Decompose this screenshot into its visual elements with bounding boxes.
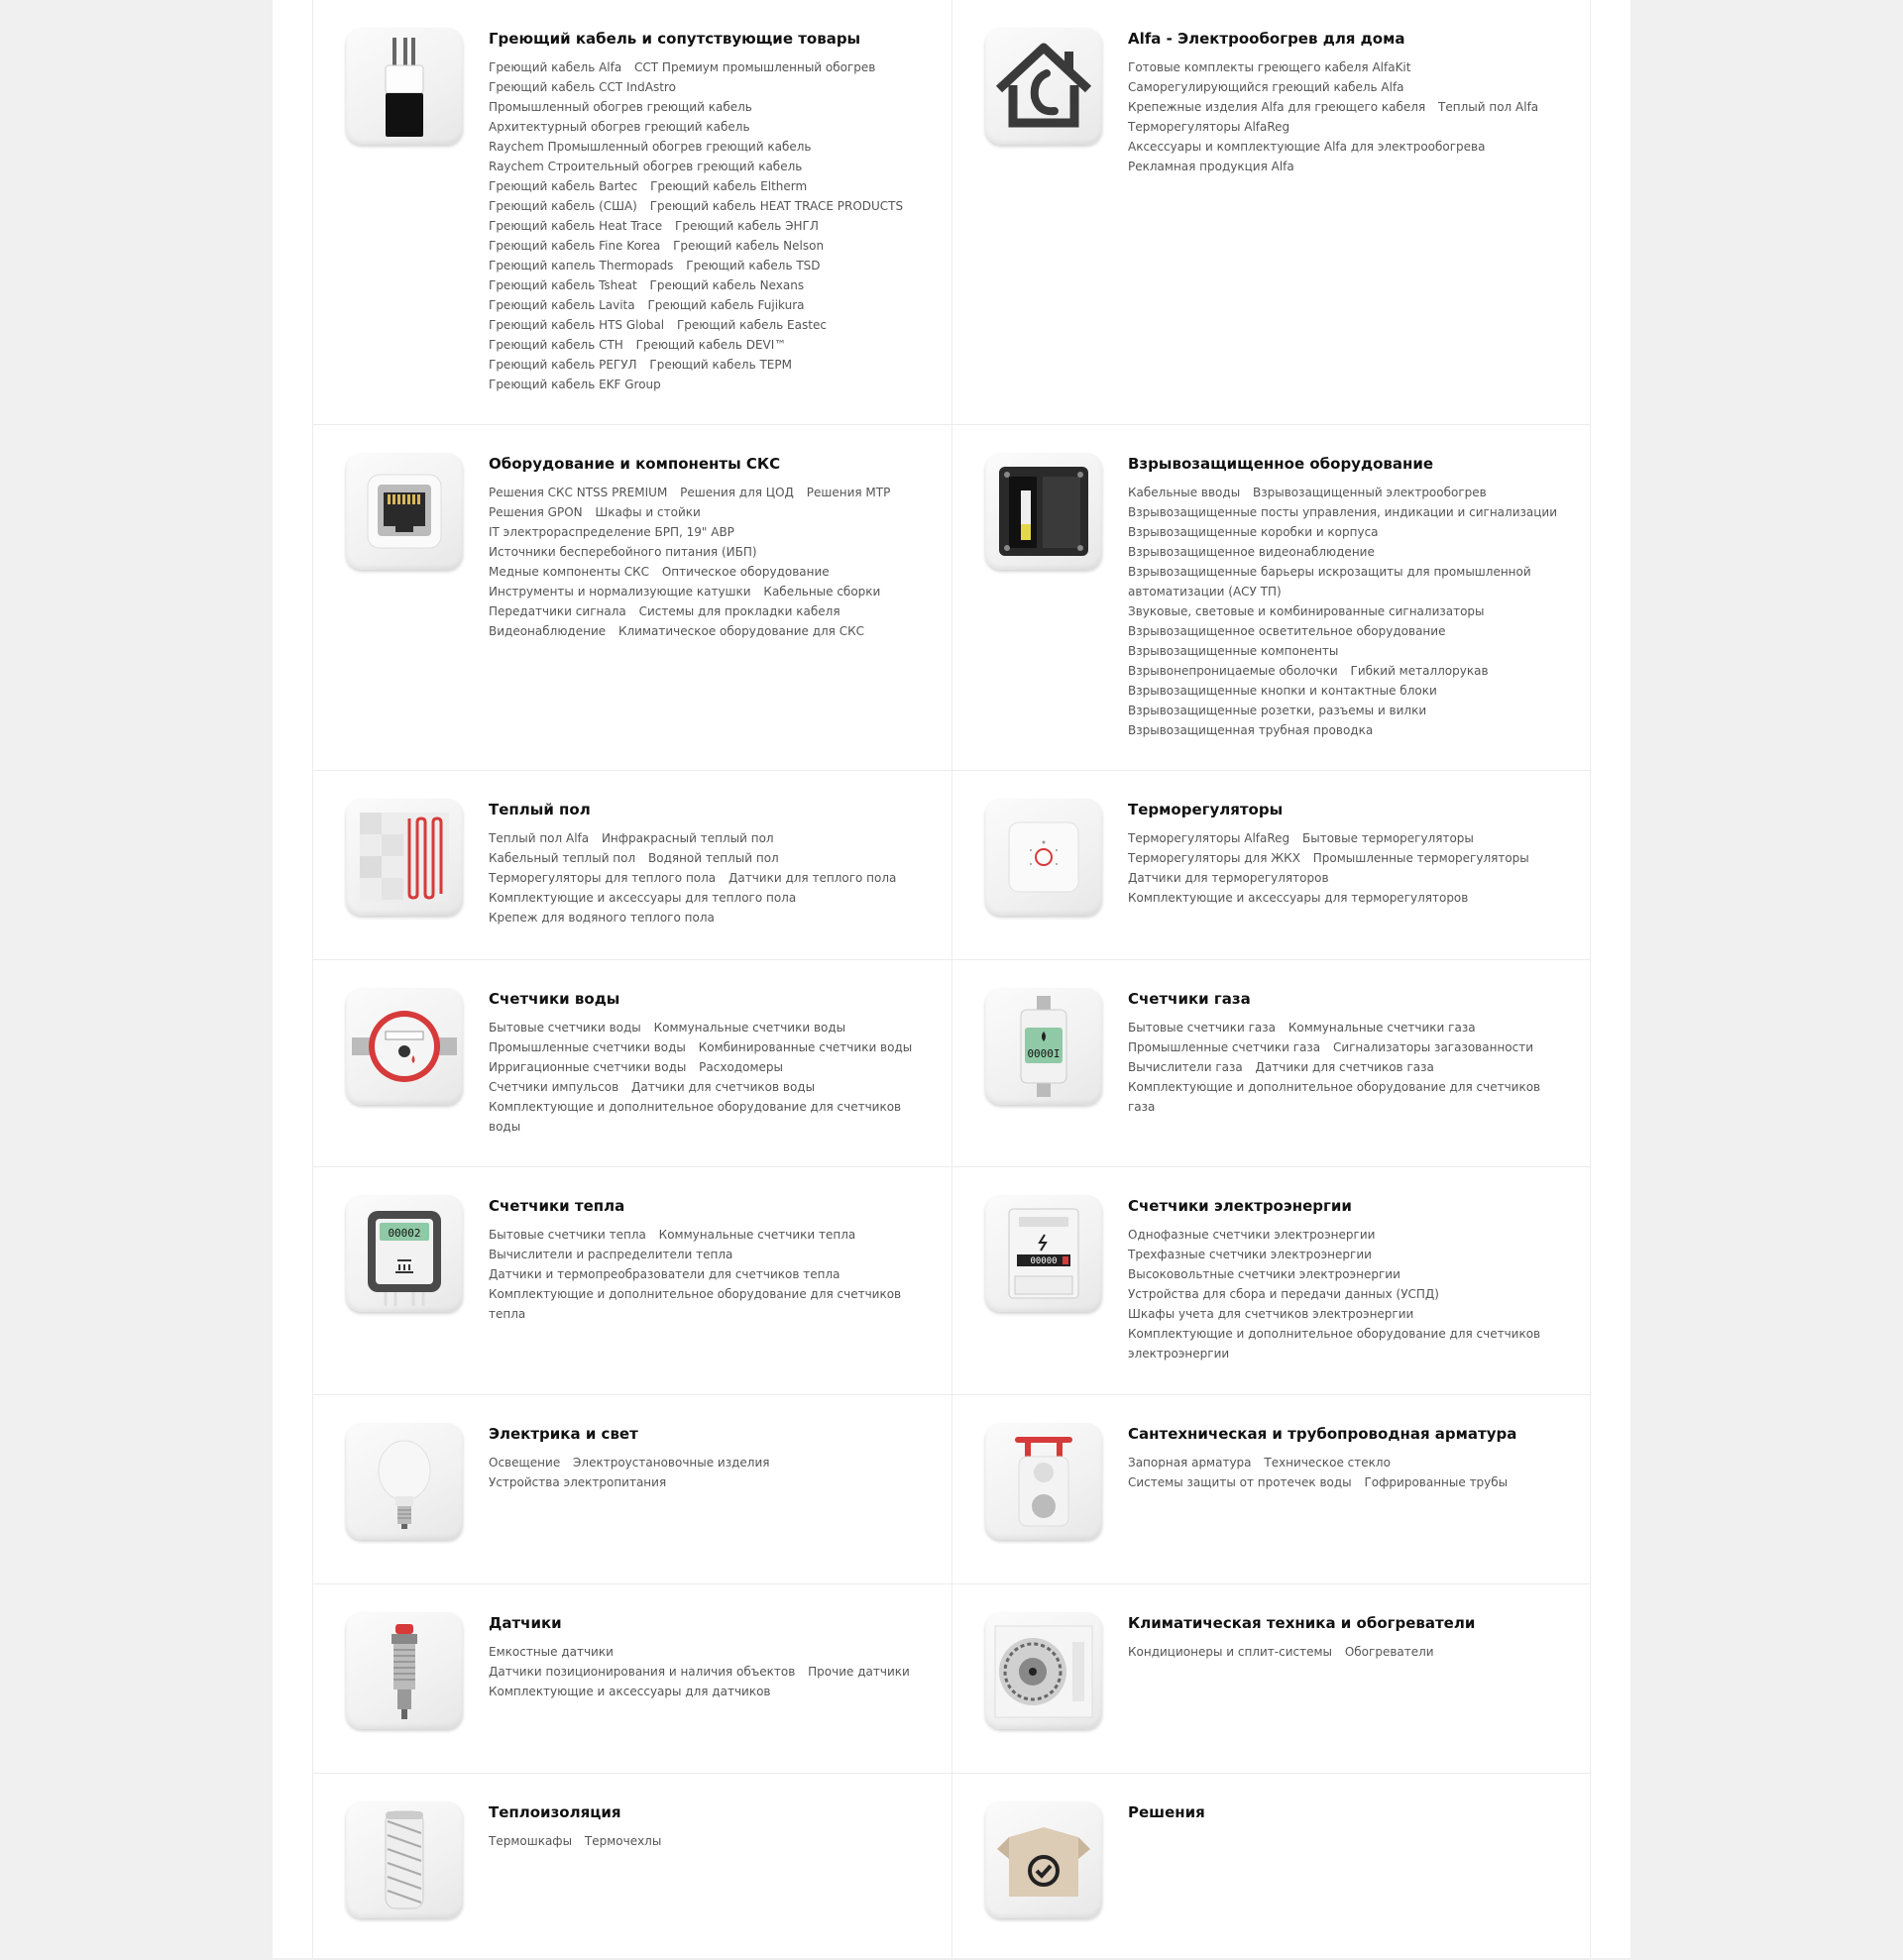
subcategory-link[interactable]: Расходомеры	[699, 1060, 783, 1074]
sensor-icon[interactable]	[346, 1612, 463, 1729]
subcategory-link[interactable]: Архитектурный обогрев греющий кабель	[489, 120, 750, 134]
subcategory-line	[489, 908, 932, 927]
electricity-meter-icon[interactable]	[985, 1195, 1102, 1312]
subcategory-link[interactable]: Системы для прокладки кабеля	[638, 604, 840, 618]
thermal-insulation-icon[interactable]	[346, 1801, 463, 1918]
subcategory-link[interactable]: Промышленные счетчики воды	[489, 1040, 686, 1054]
subcategory-link[interactable]: Запорная арматура	[1128, 1456, 1252, 1470]
subcategory-link[interactable]: Греющий кабель HEAT TRACE PRODUCTS	[649, 199, 904, 213]
subcategory-line	[1128, 701, 1570, 720]
subcategory-line	[489, 1077, 932, 1097]
category-content	[1128, 1423, 1570, 1492]
subcategory-link[interactable]: Аксессуары и комплектующие Alfa для электрообогрева	[1128, 140, 1486, 154]
subcategory-line	[489, 1662, 932, 1682]
category-row	[313, 1584, 1590, 1774]
subcategory-link[interactable]: Греющий кабель Lavita	[489, 298, 635, 312]
subcategory-links	[1128, 1642, 1570, 1662]
gas-meter-icon[interactable]	[985, 988, 1102, 1105]
light-bulb-icon[interactable]	[346, 1423, 463, 1540]
subcategory-links	[489, 483, 932, 641]
subcategory-line	[1128, 1018, 1570, 1037]
subcategory-link[interactable]: Решения GPON	[489, 505, 583, 519]
subcategory-link[interactable]: Греющий кабель (США)	[489, 199, 637, 213]
category-card	[313, 425, 952, 770]
category-title[interactable]: Взрывозащищенное оборудование	[1128, 455, 1434, 473]
subcategory-link[interactable]: Взрывозащищенные барьеры искрозащиты для промышленной автоматизации (АСУ ТП)	[1128, 565, 1531, 599]
subcategory-link[interactable]: Инфракрасный теплый пол	[601, 831, 774, 845]
subcategory-line	[1128, 542, 1570, 562]
category-title[interactable]: Теплоизоляция	[489, 1803, 621, 1821]
category-row	[313, 1395, 1590, 1584]
subcategory-link[interactable]: Греющий кабель Eastec	[676, 318, 827, 332]
subcategory-line	[1128, 848, 1570, 868]
subcategory-line	[1128, 1324, 1570, 1363]
subcategory-line	[1128, 522, 1570, 542]
subcategory-link[interactable]: Электроустановочные изделия	[573, 1456, 770, 1470]
subcategory-link[interactable]: Высоковольтные счетчики электроэнергии	[1128, 1267, 1400, 1281]
subcategory-link[interactable]: Греющий кабель ЭНГЛ	[675, 219, 819, 233]
subcategory-line	[1128, 1472, 1570, 1492]
subcategory-link[interactable]: Греющий кабель CCT IndAstro	[489, 80, 676, 94]
subcategory-link[interactable]: Бытовые терморегуляторы	[1302, 831, 1474, 845]
subcategory-line	[489, 97, 932, 117]
subcategory-link[interactable]: Инструменты и нормализующие катушки	[489, 585, 751, 599]
subcategory-line	[489, 1057, 932, 1077]
subcategory-link[interactable]: Греющий кабель Heat Trace	[489, 219, 663, 233]
subcategory-line	[489, 601, 932, 621]
subcategory-line	[1128, 97, 1570, 117]
subcategory-line	[489, 295, 932, 315]
subcategory-link[interactable]: Греющий кабель Nexans	[649, 278, 805, 292]
subcategory-line	[489, 1831, 932, 1851]
subcategory-line	[489, 848, 932, 868]
subcategory-link[interactable]: Кабельные сборки	[763, 585, 881, 599]
category-content	[1128, 28, 1570, 176]
subcategory-link[interactable]: Греющий кабель РЕГУЛ	[489, 358, 637, 372]
subcategory-line	[489, 1018, 932, 1037]
subcategory-line	[489, 335, 932, 355]
ethernet-port-icon[interactable]	[346, 453, 463, 570]
subcategory-link[interactable]: Счетчики импульсов	[489, 1080, 619, 1094]
subcategory-link[interactable]: Вычислители газа	[1128, 1060, 1243, 1074]
subcategory-links	[1128, 1225, 1570, 1363]
subcategory-link[interactable]: Освещение	[489, 1456, 561, 1470]
subcategory-links	[489, 1225, 932, 1324]
category-title[interactable]: Alfa - Электрообогрев для дома	[1128, 30, 1405, 48]
subcategory-links	[1128, 57, 1570, 176]
subcategory-link[interactable]: Взрывозащищенное осветительное оборудование	[1128, 624, 1446, 638]
subcategory-link[interactable]: Терморегуляторы для теплого пола	[489, 871, 717, 885]
subcategory-link[interactable]: Терморегуляторы AlfaReg	[1128, 120, 1290, 134]
subcategory-link[interactable]: Бытовые счетчики тепла	[489, 1228, 646, 1242]
subcategory-line	[489, 828, 932, 848]
subcategory-link[interactable]: Термочехлы	[584, 1834, 662, 1848]
subcategory-line	[489, 176, 932, 196]
subcategory-link[interactable]: Греющий кабель Nelson	[673, 239, 825, 253]
subcategory-line	[489, 502, 932, 522]
category-title[interactable]: Счетчики воды	[489, 990, 620, 1008]
subcategory-line	[489, 157, 932, 176]
subcategory-line	[1128, 1642, 1570, 1662]
category-card	[952, 0, 1590, 424]
subcategory-line	[489, 1245, 932, 1264]
category-row	[313, 1167, 1590, 1395]
subcategory-links	[489, 1642, 932, 1701]
svg-text:00000: 00000	[1030, 1256, 1058, 1266]
subcategory-line	[489, 483, 932, 502]
subcategory-link[interactable]: Греющий кабель HTS Global	[489, 318, 665, 332]
category-row	[313, 960, 1590, 1167]
subcategory-line	[1128, 562, 1570, 601]
category-card	[952, 1167, 1590, 1394]
subcategory-link[interactable]: Промышленные терморегуляторы	[1312, 851, 1529, 865]
subcategory-link[interactable]: Теплый пол Alfa	[489, 831, 590, 845]
subcategory-line	[489, 1284, 932, 1324]
subcategory-link[interactable]: Бытовые счетчики газа	[1128, 1021, 1276, 1034]
svg-text:00002: 00002	[388, 1227, 421, 1240]
subcategory-line	[489, 1453, 932, 1472]
subcategory-line	[489, 1097, 932, 1137]
category-title[interactable]: Греющий кабель и сопутствующие товары	[489, 30, 861, 48]
category-card	[952, 1774, 1590, 1959]
subcategory-link[interactable]: Коммунальные счетчики газа	[1287, 1021, 1476, 1034]
category-title[interactable]: Электрика и свет	[489, 1425, 638, 1443]
category-content	[489, 988, 932, 1137]
subcategory-line	[1128, 1284, 1570, 1304]
subcategory-link[interactable]: Системы защиты от протечек воды	[1128, 1475, 1352, 1489]
subcategory-link[interactable]: Теплый пол Alfa	[1438, 100, 1539, 114]
subcategory-link[interactable]: Климатическое оборудование для СКС	[617, 624, 864, 638]
subcategory-link[interactable]: IT электрораспределение БРП, 19" АВР	[489, 525, 734, 539]
subcategory-line	[489, 57, 932, 77]
category-title[interactable]: Счетчики электроэнергии	[1128, 1197, 1352, 1215]
subcategory-link[interactable]: Кабельные вводы	[1128, 486, 1241, 499]
category-content	[1128, 799, 1570, 908]
category-content	[489, 1423, 932, 1492]
subcategory-link[interactable]: Передатчики сигнала	[489, 604, 626, 618]
subcategory-line	[489, 1037, 932, 1057]
house-heating-icon[interactable]	[985, 28, 1102, 145]
subcategory-line	[1128, 1037, 1570, 1057]
subcategory-link[interactable]: Устройства электропитания	[489, 1475, 667, 1489]
subcategory-link[interactable]: Бытовые счетчики воды	[489, 1021, 641, 1034]
subcategory-line	[489, 77, 932, 97]
subcategory-line	[489, 1225, 932, 1245]
subcategory-links	[1128, 1453, 1570, 1492]
water-meter-icon[interactable]	[346, 988, 463, 1105]
category-content	[1128, 1195, 1570, 1363]
subcategory-link[interactable]: Комплектующие и дополнительное оборудование для счетчиков тепла	[489, 1287, 902, 1321]
subcategory-link[interactable]: Raychem Промышленный обогрев греющий кабель	[489, 140, 812, 154]
subcategory-line	[489, 562, 932, 582]
subcategory-line	[489, 236, 932, 256]
category-title[interactable]: Счетчики тепла	[489, 1197, 625, 1215]
subcategory-line	[489, 256, 932, 275]
subcategory-line	[489, 1472, 932, 1492]
category-card	[952, 425, 1590, 770]
subcategory-link[interactable]: Терморегуляторы AlfaReg	[1128, 831, 1290, 845]
subcategory-line	[1128, 1057, 1570, 1077]
subcategory-link[interactable]: Устройства для сбора и передачи данных (УСПД)	[1128, 1287, 1439, 1301]
subcategory-link[interactable]: Готовые комплекты греющего кабеля AlfaKit	[1128, 60, 1411, 74]
subcategory-line	[489, 355, 932, 375]
subcategory-links	[489, 57, 932, 394]
subcategory-line	[1128, 681, 1570, 701]
category-content	[1128, 1801, 1570, 1831]
category-card	[313, 771, 952, 959]
subcategory-line	[1128, 77, 1570, 97]
subcategory-link[interactable]: Решения СКС NTSS PREMIUM	[489, 486, 668, 499]
subcategory-links	[489, 1453, 932, 1492]
subcategory-link[interactable]: Крепеж для водяного теплого пола	[489, 911, 715, 925]
subcategory-link[interactable]: Ирригационные счетчики воды	[489, 1060, 687, 1074]
subcategory-line	[1128, 483, 1570, 502]
subcategory-link[interactable]: Греющий кабель Fujikura	[647, 298, 805, 312]
subcategory-line	[489, 137, 932, 157]
subcategory-link[interactable]: Комплектующие и дополнительное оборудование для счетчиков газа	[1128, 1080, 1541, 1114]
subcategory-link[interactable]: Вычислители и распределители тепла	[489, 1248, 733, 1261]
subcategory-line	[489, 1264, 932, 1284]
subcategory-links	[489, 1831, 932, 1851]
subcategory-link[interactable]: Промышленные счетчики газа	[1128, 1040, 1321, 1054]
category-title[interactable]: Теплый пол	[489, 801, 591, 818]
subcategory-line	[489, 1682, 932, 1701]
category-card	[313, 960, 952, 1166]
subcategory-line	[1128, 1225, 1570, 1245]
category-content	[489, 799, 932, 927]
subcategory-link[interactable]: Датчики для счетчиков воды	[630, 1080, 816, 1094]
subcategory-link[interactable]: Взрывонепроницаемые оболочки	[1128, 664, 1338, 678]
category-title[interactable]: Терморегуляторы	[1128, 801, 1284, 818]
subcategory-line	[1128, 117, 1570, 137]
subcategory-link[interactable]: Коммунальные счетчики тепла	[658, 1228, 856, 1242]
subcategory-link[interactable]: Прочие датчики	[808, 1665, 910, 1679]
subcategory-link[interactable]: Комбинированные счетчики воды	[698, 1040, 913, 1054]
category-content	[1128, 988, 1570, 1117]
subcategory-link[interactable]: Шкафы учета для счетчиков электроэнергии	[1128, 1307, 1414, 1321]
subcategory-link[interactable]: Греющий капель Thermopads	[489, 259, 674, 272]
subcategory-link[interactable]: Трехфазные счетчики электроэнергии	[1128, 1248, 1372, 1261]
catalog-grid	[312, 0, 1591, 1958]
subcategory-line	[489, 216, 932, 236]
subcategory-link[interactable]: Решения для ЦОД	[680, 486, 794, 499]
subcategory-line	[1128, 868, 1570, 888]
subcategory-link[interactable]: Кабельный теплый пол	[489, 851, 636, 865]
category-content	[489, 1612, 932, 1701]
category-content	[489, 1801, 932, 1851]
subcategory-link[interactable]: Однофазные счетчики электроэнергии	[1128, 1228, 1376, 1242]
subcategory-line	[1128, 1304, 1570, 1324]
subcategory-line	[1128, 720, 1570, 740]
subcategory-line	[489, 621, 932, 641]
underfloor-heating-icon[interactable]	[346, 799, 463, 916]
category-card	[952, 1584, 1590, 1773]
subcategory-line	[1128, 828, 1570, 848]
subcategory-line	[1128, 157, 1570, 176]
subcategory-link[interactable]: Источники бесперебойного питания (ИБП)	[489, 545, 757, 559]
subcategory-link[interactable]: ССТ Премиум промышленный обогрев	[634, 60, 876, 74]
subcategory-links	[1128, 828, 1570, 908]
subcategory-link[interactable]: Датчики для счетчиков газа	[1255, 1060, 1434, 1074]
subcategory-link[interactable]: Греющий кабель Tsheat	[489, 278, 637, 292]
subcategory-link[interactable]: Датчики для теплого пола	[728, 871, 897, 885]
subcategory-line	[1128, 1077, 1570, 1117]
subcategory-link[interactable]: Медные компоненты СКС	[489, 565, 650, 579]
subcategory-line	[1128, 661, 1570, 681]
subcategory-link[interactable]: Греющий кабель DEVI™	[635, 338, 787, 352]
subcategory-line	[489, 868, 932, 888]
category-content	[489, 28, 932, 394]
subcategory-link[interactable]: Датчики для терморегуляторов	[1128, 871, 1329, 885]
subcategory-link[interactable]: Греющий кабель Eltherm	[650, 179, 808, 193]
subcategory-link[interactable]: Оптическое оборудование	[661, 565, 830, 579]
subcategory-link[interactable]: Греющий кабель EKF Group	[489, 378, 661, 391]
subcategory-links	[489, 828, 932, 927]
page	[273, 0, 1630, 1958]
subcategory-link[interactable]: Комплектующие и дополнительное оборудование для счетчиков воды	[489, 1100, 902, 1134]
subcategory-line	[1128, 1453, 1570, 1472]
subcategory-links	[1128, 483, 1570, 740]
subcategory-link[interactable]: Звуковые, световые и комбинированные сигнализаторы	[1128, 604, 1485, 618]
subcategory-link[interactable]: Рекламная продукция Alfa	[1128, 160, 1294, 173]
subcategory-link[interactable]: Датчики позиционирования и наличия объектов	[489, 1665, 796, 1679]
subcategory-link[interactable]: Взрывозащищенный электрообогрев	[1253, 486, 1487, 499]
subcategory-link[interactable]: Взрывозащищенные коробки и корпуса	[1128, 525, 1379, 539]
solutions-box-icon[interactable]	[985, 1801, 1102, 1918]
subcategory-line	[1128, 888, 1570, 908]
pipe-fitting-icon[interactable]	[985, 1423, 1102, 1540]
category-row	[313, 0, 1590, 425]
category-row	[313, 1774, 1590, 1960]
subcategory-link[interactable]: Греющий кабель Fine Korea	[489, 239, 661, 253]
heat-meter-icon[interactable]	[346, 1195, 463, 1312]
category-card	[313, 1774, 952, 1959]
category-title[interactable]: Сантехническая и трубопроводная арматура	[1128, 1425, 1517, 1443]
category-content	[489, 453, 932, 641]
subcategory-link[interactable]: Греющий кабель TSD	[686, 259, 821, 272]
subcategory-line	[489, 522, 932, 542]
thermostat-icon[interactable]	[985, 799, 1102, 916]
subcategory-line	[1128, 601, 1570, 621]
category-row	[313, 425, 1590, 771]
subcategory-line	[489, 542, 932, 562]
category-card	[313, 1167, 952, 1394]
subcategory-link[interactable]: Взрывозащищенные розетки, разъемы и вилки	[1128, 704, 1427, 717]
subcategory-link[interactable]: Шкафы и стойки	[595, 505, 701, 519]
category-title[interactable]: Решения	[1128, 1803, 1205, 1821]
category-card	[952, 1395, 1590, 1583]
subcategory-link[interactable]: Греющий кабель Bartec	[489, 179, 638, 193]
subcategory-line	[489, 582, 932, 601]
category-card	[952, 771, 1590, 959]
subcategory-link[interactable]: Взрывозащищенные посты управления, индикации и сигнализации	[1128, 505, 1558, 519]
category-content	[1128, 1612, 1570, 1662]
subcategory-link[interactable]: Взрывозащищенные кнопки и контактные блоки	[1128, 684, 1437, 698]
subcategory-line	[489, 275, 932, 295]
subcategory-link[interactable]: Взрывозащищенная трубная проводка	[1128, 723, 1374, 737]
subcategory-link[interactable]: Гофрированные трубы	[1364, 1475, 1509, 1489]
svg-text:0000I: 0000I	[1027, 1047, 1061, 1060]
category-card	[313, 1584, 952, 1773]
subcategory-line	[489, 888, 932, 908]
subcategory-links	[1128, 1018, 1570, 1117]
subcategory-line	[1128, 137, 1570, 157]
subcategory-line	[1128, 57, 1570, 77]
heating-cable-icon[interactable]	[346, 28, 463, 145]
category-title[interactable]: Оборудование и компоненты СКС	[489, 455, 781, 473]
subcategory-line	[489, 375, 932, 394]
explosion-proof-box-icon[interactable]	[985, 453, 1102, 570]
subcategory-link[interactable]: Терморегуляторы для ЖКХ	[1128, 851, 1300, 865]
category-title[interactable]: Климатическая техника и обогреватели	[1128, 1614, 1476, 1632]
subcategory-link[interactable]: Техническое стекло	[1264, 1456, 1391, 1470]
category-card	[313, 1395, 952, 1583]
category-card	[313, 0, 952, 424]
category-title[interactable]: Датчики	[489, 1614, 562, 1632]
subcategory-link[interactable]: Комплектующие и дополнительное оборудование для счетчиков электроэнергии	[1128, 1327, 1541, 1361]
subcategory-line	[1128, 1245, 1570, 1264]
subcategory-line	[1128, 641, 1570, 661]
subcategory-line	[489, 1642, 932, 1662]
subcategory-links	[489, 1018, 932, 1137]
air-conditioner-icon[interactable]	[985, 1612, 1102, 1729]
subcategory-link[interactable]: Саморегулирующийся греющий кабель Alfa	[1128, 80, 1404, 94]
subcategory-link[interactable]: Комплектующие и аксессуары для датчиков	[489, 1685, 771, 1698]
subcategory-link[interactable]: Кондиционеры и сплит-системы	[1128, 1645, 1332, 1659]
subcategory-line	[1128, 621, 1570, 641]
subcategory-link[interactable]: Греющий кабель Alfa	[489, 60, 622, 74]
subcategory-line	[489, 117, 932, 137]
subcategory-link[interactable]: Водяной теплый пол	[648, 851, 779, 865]
subcategory-link[interactable]: Емкостные датчики	[489, 1645, 614, 1659]
subcategory-link[interactable]: Комплектующие и аксессуары для терморегуляторов	[1128, 891, 1469, 905]
subcategory-link[interactable]: Взрывозащищенное видеонаблюдение	[1128, 545, 1375, 559]
subcategory-link[interactable]: Коммунальные счетчики воды	[653, 1021, 846, 1034]
subcategory-line	[489, 315, 932, 335]
subcategory-link[interactable]: Промышленный обогрев греющий кабель	[489, 100, 752, 114]
subcategory-link[interactable]: Термошкафы	[489, 1834, 573, 1848]
category-content	[1128, 453, 1570, 740]
subcategory-link[interactable]: Датчики и термопреобразователи для счетчиков тепла	[489, 1267, 840, 1281]
subcategory-line	[1128, 1264, 1570, 1284]
subcategory-link[interactable]: Греющий кабель CTH	[489, 338, 623, 352]
subcategory-link[interactable]: Сигнализаторы загазованности	[1332, 1040, 1534, 1054]
subcategory-link[interactable]: Гибкий металлорукав	[1350, 664, 1489, 678]
subcategory-link[interactable]: Решения МТР	[806, 486, 891, 499]
subcategory-link[interactable]: Raychem Строительный обогрев греющий кабель	[489, 160, 803, 173]
category-card	[952, 960, 1590, 1166]
category-row	[313, 771, 1590, 960]
category-title[interactable]: Счетчики газа	[1128, 990, 1251, 1008]
category-content	[489, 1195, 932, 1324]
subcategory-link[interactable]: Крепежные изделия Alfa для греющего кабеля	[1128, 100, 1426, 114]
subcategory-link[interactable]: Комплектующие и аксессуары для теплого пола	[489, 891, 797, 905]
subcategory-link[interactable]: Видеонаблюдение	[489, 624, 607, 638]
subcategory-link[interactable]: Взрывозащищенные компоненты	[1128, 644, 1339, 658]
subcategory-line	[489, 196, 932, 216]
subcategory-line	[1128, 502, 1570, 522]
subcategory-link[interactable]: Обогреватели	[1344, 1645, 1434, 1659]
subcategory-link[interactable]: Греющий кабель ТЕРМ	[649, 358, 792, 372]
